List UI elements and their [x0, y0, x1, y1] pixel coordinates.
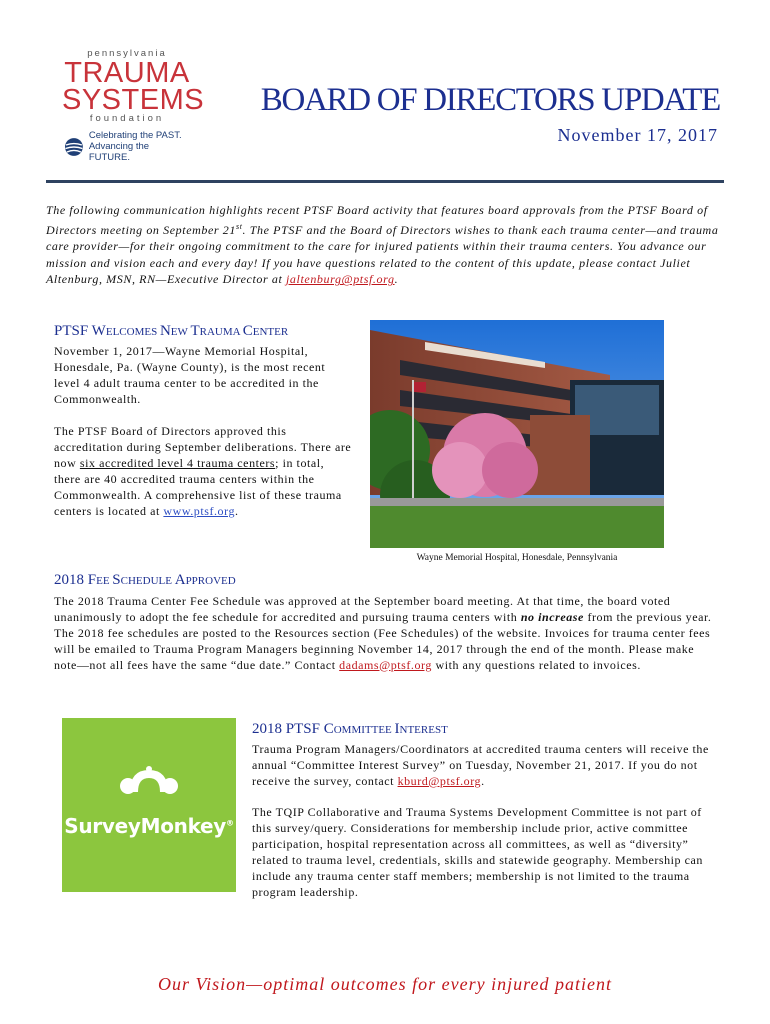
hospital-photo [370, 320, 664, 548]
para-text: ; in total, there are 40 accredited trauma centers within the Commonwealth. A comprehensive list of these trauma centers is located at [54, 455, 342, 518]
logo-tagline-2: Advancing the FUTURE. [88, 141, 150, 163]
surveymonkey-monkey-icon [120, 764, 178, 804]
logo-foundation: foundation [89, 113, 165, 124]
heading-part: OMMITTEE [333, 724, 395, 736]
logo-globe-icon [64, 137, 84, 157]
heading-part: C [242, 323, 253, 339]
heading-part: ELCOMES [105, 326, 160, 338]
heading-part: RAUMA [199, 326, 243, 338]
intro-sup: st [236, 221, 243, 231]
heading-part: F [87, 572, 97, 588]
heading-part: ENTER [252, 326, 289, 338]
fee-schedule-paragraph [54, 594, 720, 674]
heading-part: T [190, 323, 200, 339]
logo-trauma: TRAUMA [64, 57, 190, 89]
heading-part: 2018 PTSF [252, 721, 324, 737]
para-text: . [235, 503, 239, 518]
heading-part: W [91, 323, 106, 339]
survey-contact-email-link[interactable]: kburd@ptsf.org [397, 773, 482, 788]
new-center-paragraph-1: November 1, 2017—Wayne Memorial Hospital, Honesdale, Pa. (Wayne County), is the most recent level 4 adult trauma center to be accredited in the Commonwealth. [54, 344, 326, 406]
section-heading-fee-schedule [54, 572, 236, 589]
heading-part: C [323, 721, 334, 737]
para-text: from the previous year. The 2018 fee schedules are posted to the Resources section (Fee Schedules) of the website. Invoices for trauma center fees will be emailed to Trauma Program Managers beginning November 14, 2017 through the end of the month. Please make note—not all fees have the same “due date.” Contact [54, 609, 712, 672]
para-text: The 2018 Trauma Center Fee Schedule was approved at the September board meeting. At that time, the board voted unanimously to adopt the fee schedule for accredited and pursuing trauma centers with [54, 594, 671, 624]
header-divider [46, 180, 724, 183]
surveymonkey-logo [62, 718, 236, 892]
heading-part: 2018 [54, 572, 88, 588]
director-email-link[interactable]: jaltenburg@ptsf.org [286, 272, 395, 287]
logo-tagline-1: Celebrating the PAST. [88, 130, 182, 141]
intro-text-2: . The PTSF and the Board of Directors wishes to thank each trauma center—and trauma care provider—for their ongoing commitment to the care for injured patients within their trauma centers. You advance our mission and vision each and every day! If you have questions related to the content of this update, please contact Juliet Altenburg, MSN, RN—Executive Director at [46, 222, 719, 287]
hospital-photo-illustration [370, 320, 664, 548]
section-heading-committee-interest [252, 721, 448, 738]
heading-part: PPROVED [185, 575, 236, 587]
logo-pennsylvania: pennsylvania [87, 48, 167, 59]
new-center-paragraph-2 [54, 424, 354, 519]
registered-mark: ® [226, 818, 234, 828]
photo-caption: Wayne Memorial Hospital, Honesdale, Pennsylvania [416, 553, 618, 563]
para-text: Trauma Program Managers/Coordinators at accredited trauma centers will receive the annual “Committee Interest Survey” on Tuesday, November 21, 2017. If you do not receive the survey, contact [252, 742, 709, 788]
heading-part: A [174, 572, 186, 588]
para-text: with any questions related to invoices. [431, 657, 641, 672]
heading-part: I [394, 721, 400, 737]
heading-part: EE [96, 575, 113, 587]
surveymonkey-wordmark [62, 814, 236, 838]
ptsf-website-link[interactable]: www.ptsf.org [163, 503, 235, 518]
intro-paragraph [46, 202, 726, 288]
intro-text-1: The following communication highlights recent PTSF Board activity that features board approvals from the PTSF Board of Directors meeting on September 21 [46, 203, 708, 237]
logo-systems: SYSTEMS [62, 84, 205, 116]
level4-centers-link[interactable]: six accredited level 4 trauma centers [79, 455, 276, 470]
section-heading-new-trauma-center [54, 323, 288, 340]
para-text: . [481, 773, 485, 788]
page-title: BOARD OF DIRECTORS UPDATE [260, 82, 720, 118]
heading-part: CHEDULE [120, 575, 175, 587]
page-date: November 17, 2017 [557, 125, 718, 145]
ptsf-logo [62, 48, 205, 166]
heading-part: NTEREST [399, 724, 448, 736]
logo-tagline [62, 130, 192, 163]
intro-end: . [394, 272, 399, 287]
committee-paragraph-1 [252, 742, 722, 790]
heading-part: PTSF [54, 323, 92, 339]
vision-footer: Our Vision—optimal outcomes for every injured patient [158, 974, 612, 994]
heading-part: EW [170, 326, 191, 338]
no-increase-emphasis: no increase [520, 609, 584, 624]
para-text: The PTSF Board of Directors approved this accreditation during September deliberations. There are now [54, 424, 352, 470]
heading-part: N [159, 323, 171, 339]
invoice-contact-email-link[interactable]: dadams@ptsf.org [339, 657, 432, 672]
heading-part: S [112, 572, 121, 588]
committee-paragraph-2: The TQIP Collaborative and Trauma Systems Development Committee is not part of this survey/query. Considerations for membership include prior, active committee participation, hospital representation across all committees, as well as “diversity” related to trauma level, credentials, skills and statewide geography. Membership can include any trauma center staff members; membership is not limited to the trauma program leadership. [252, 805, 703, 899]
wordmark-text: SurveyMonkey [64, 814, 227, 838]
